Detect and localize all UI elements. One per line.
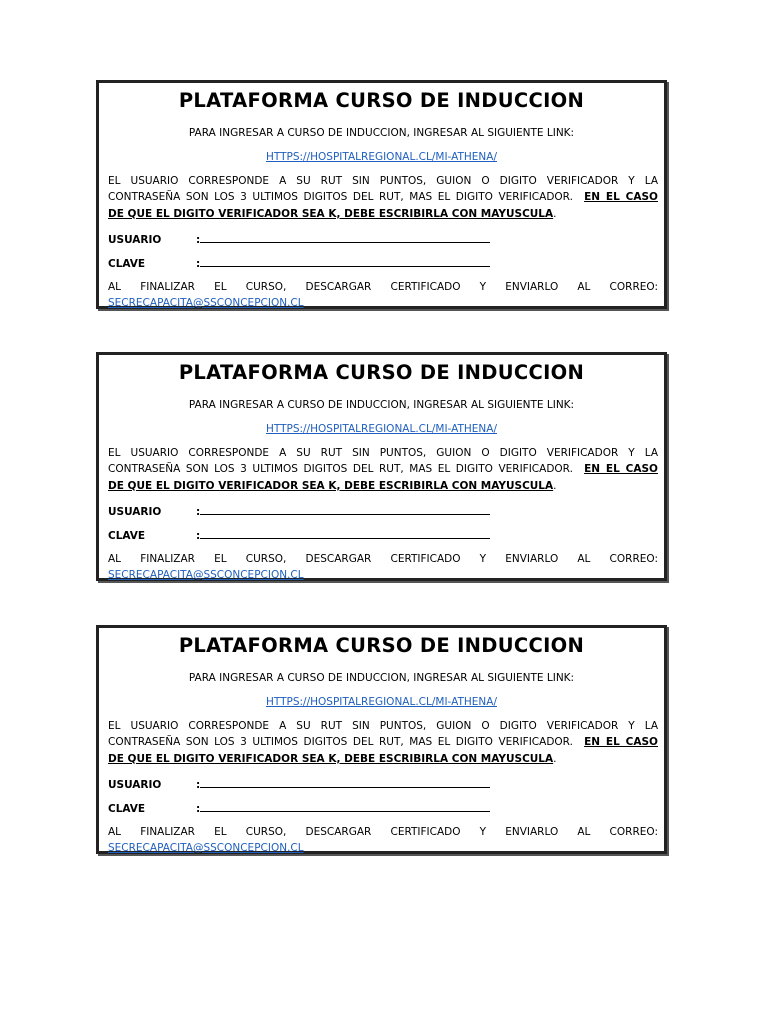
instructions-line-2-text: CONTRASEÑA SON LOS 3 ULTIMOS DIGITOS DEL RUT, MAS EL DIGITO VERIFICADOR. — [108, 463, 573, 476]
induction-card-1 — [96, 80, 667, 309]
instructions-period: . — [553, 207, 557, 220]
platform-link[interactable]: HTTPS://HOSPITALREGIONAL.CL/MI-ATHENA/ — [265, 151, 497, 163]
footer-instructions — [108, 552, 658, 583]
usuario-label: USUARIO — [108, 779, 162, 791]
clave-label: CLAVE — [108, 258, 146, 270]
usuario-blank-line[interactable] — [200, 777, 490, 788]
instructions-period: . — [553, 752, 557, 765]
instructions-emphasis-start: EN EL CASO — [584, 191, 658, 204]
card-title: PLATAFORMA CURSO DE INDUCCION — [178, 361, 585, 384]
clave-colon: : — [196, 530, 201, 542]
clave-field — [108, 256, 490, 270]
clave-blank-line[interactable] — [200, 801, 490, 812]
contact-email-link[interactable]: SECRECAPACITA@SSCONCEPCION.CL — [108, 841, 304, 854]
footer-instructions — [108, 280, 658, 311]
instructions-emphasis-start: EN EL CASO — [584, 463, 658, 476]
usuario-colon: : — [196, 234, 201, 246]
clave-label: CLAVE — [108, 803, 146, 815]
instructions-line-3 — [108, 478, 658, 494]
usuario-blank-line[interactable] — [200, 504, 490, 515]
usuario-label: USUARIO — [108, 234, 162, 246]
instructions-emphasis-end: DE QUE EL DIGITO VERIFICADOR SEA K, DEBE ESCRIBIRLA CON MAYUSCULA — [108, 752, 554, 765]
usuario-label: USUARIO — [108, 506, 162, 518]
instructions-paragraph — [108, 445, 658, 494]
contact-email-link[interactable]: SECRECAPACITA@SSCONCEPCION.CL — [108, 296, 304, 309]
footer-text: AL FINALIZAR EL CURSO, DESCARGAR CERTIFICADO Y ENVIARLO AL CORREO: — [108, 553, 658, 565]
footer-text: AL FINALIZAR EL CURSO, DESCARGAR CERTIFICADO Y ENVIARLO AL CORREO: — [108, 281, 658, 293]
footer-text: AL FINALIZAR EL CURSO, DESCARGAR CERTIFICADO Y ENVIARLO AL CORREO: — [108, 826, 658, 838]
instructions-line-2 — [108, 461, 658, 477]
clave-blank-line[interactable] — [200, 528, 490, 539]
platform-link[interactable]: HTTPS://HOSPITALREGIONAL.CL/MI-ATHENA/ — [265, 696, 497, 708]
instructions-line-2 — [108, 734, 658, 750]
usuario-field — [108, 504, 490, 518]
footer-instructions — [108, 825, 658, 856]
instructions-line-2-text: CONTRASEÑA SON LOS 3 ULTIMOS DIGITOS DEL RUT, MAS EL DIGITO VERIFICADOR. — [108, 736, 573, 749]
instructions-period: . — [553, 479, 557, 492]
instructions-line-1: EL USUARIO CORRESPONDE A SU RUT SIN PUNTOS, GUION O DIGITO VERIFICADOR Y LA — [108, 447, 658, 459]
contact-email-link[interactable]: SECRECAPACITA@SSCONCEPCION.CL — [108, 568, 304, 581]
clave-label: CLAVE — [108, 530, 146, 542]
induction-card-3 — [96, 625, 667, 854]
card-title: PLATAFORMA CURSO DE INDUCCION — [178, 89, 585, 112]
instructions-line-3 — [108, 206, 658, 222]
instructions-paragraph — [108, 718, 658, 767]
usuario-colon: : — [196, 779, 201, 791]
instructions-line-2 — [108, 189, 658, 205]
instructions-line-3 — [108, 751, 658, 767]
clave-field — [108, 801, 490, 815]
usuario-colon: : — [196, 506, 201, 518]
instructions-line-1: EL USUARIO CORRESPONDE A SU RUT SIN PUNTOS, GUION O DIGITO VERIFICADOR Y LA — [108, 720, 658, 732]
instructions-paragraph — [108, 173, 658, 222]
instructions-emphasis-end: DE QUE EL DIGITO VERIFICADOR SEA K, DEBE ESCRIBIRLA CON MAYUSCULA — [108, 207, 554, 220]
usuario-blank-line[interactable] — [200, 232, 490, 243]
clave-blank-line[interactable] — [200, 256, 490, 267]
instructions-line-1: EL USUARIO CORRESPONDE A SU RUT SIN PUNTOS, GUION O DIGITO VERIFICADOR Y LA — [108, 175, 658, 187]
card-intro-text: PARA INGRESAR A CURSO DE INDUCCION, INGRESAR AL SIGUIENTE LINK: — [188, 399, 575, 411]
clave-colon: : — [196, 803, 201, 815]
card-intro-text: PARA INGRESAR A CURSO DE INDUCCION, INGRESAR AL SIGUIENTE LINK: — [188, 127, 575, 139]
card-title: PLATAFORMA CURSO DE INDUCCION — [178, 634, 585, 657]
card-intro-text: PARA INGRESAR A CURSO DE INDUCCION, INGRESAR AL SIGUIENTE LINK: — [188, 672, 575, 684]
usuario-field — [108, 232, 490, 246]
instructions-emphasis-start: EN EL CASO — [584, 736, 658, 749]
instructions-line-2-text: CONTRASEÑA SON LOS 3 ULTIMOS DIGITOS DEL RUT, MAS EL DIGITO VERIFICADOR. — [108, 191, 573, 204]
platform-link[interactable]: HTTPS://HOSPITALREGIONAL.CL/MI-ATHENA/ — [265, 423, 497, 435]
clave-field — [108, 528, 490, 542]
clave-colon: : — [196, 258, 201, 270]
usuario-field — [108, 777, 490, 791]
induction-card-2 — [96, 352, 667, 581]
instructions-emphasis-end: DE QUE EL DIGITO VERIFICADOR SEA K, DEBE ESCRIBIRLA CON MAYUSCULA — [108, 479, 554, 492]
